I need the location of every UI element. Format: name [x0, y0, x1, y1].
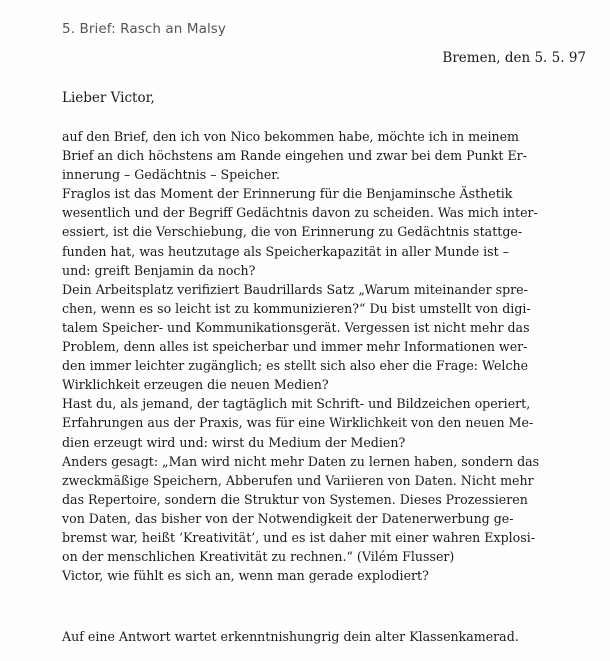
- body-line: funden hat, was heutzutage als Speicherkapazität in aller Munde ist –: [62, 243, 510, 259]
- body-line: on der menschlichen Kreativität zu rechnen.“ (Vilém Flusser): [62, 549, 455, 565]
- body-line: auf den Brief, den ich von Nico bekommen habe, möchte ich in meinem: [62, 129, 519, 144]
- body-line: den immer leichter zugänglich; es stellt sich also eher die Frage: Welche: [62, 358, 529, 374]
- place-date: Bremen, den 5. 5. 97: [442, 50, 586, 66]
- body-line: Hast du, als jemand, der tagtäglich mit Schrift- und Bildzeichen operiert,: [62, 396, 531, 412]
- body-line: Fraglos ist das Moment der Erinnerung für die Benjaminsche Ästhetik: [62, 186, 513, 202]
- body-line: Anders gesagt: „Man wird nicht mehr Daten zu lernen haben, sondern das: [62, 453, 540, 469]
- body-line: wesentlich und der Begriff Gedächtnis davon zu scheiden. Was mich inter-: [62, 205, 538, 221]
- closing-line: Auf eine Antwort wartet erkenntnishungrig dein alter Klassenkamerad.: [62, 629, 519, 644]
- body-line: Dein Arbeitsplatz verifiziert Baudrillards Satz „Warum miteinander spre-: [62, 281, 528, 297]
- body-line: innerung – Gedächtnis – Speicher.: [62, 167, 280, 183]
- body-line: chen, wenn es so leicht ist zu kommunizieren?“ Du bist umstellt von digi-: [62, 300, 531, 316]
- salutation: Lieber Victor,: [62, 90, 155, 106]
- body-line: das Repertoire, sondern die Struktur von Systemen. Dieses Prozessieren: [62, 491, 528, 507]
- body-line: Wirklichkeit erzeugen die neuen Medien?: [62, 377, 329, 393]
- body-line: dien erzeugt wird und: wirst du Medium der Medien?: [62, 434, 406, 450]
- body-line: Problem, denn alles ist speicherbar und immer mehr Informationen wer-: [62, 339, 528, 355]
- body-line: bremst war, heißt ‘Kreativität’, und es ist daher mit einer wahren Explosi-: [62, 529, 535, 545]
- chapter-heading: 5. Brief: Rasch an Malsy: [62, 21, 227, 37]
- body-line: zweckmäßige Speichern, Abberufen und Variieren von Daten. Nicht mehr: [62, 472, 534, 488]
- body-line: Victor, wie fühlt es sich an, wenn man gerade explodiert?: [62, 568, 429, 584]
- body-line: Brief an dich höchstens am Rande eingehen und zwar bei dem Punkt Er-: [62, 148, 527, 164]
- body-line: Erfahrungen aus der Praxis, was für eine Wirklichkeit von den neuen Me-: [62, 415, 534, 431]
- letter-body: [62, 127, 594, 585]
- body-line: talem Speicher- und Kommunikationsgerät. Vergessen ist nicht mehr das: [62, 319, 530, 335]
- body-line: und: greift Benjamin da noch?: [62, 262, 256, 278]
- body-line: essiert, ist die Verschiebung, die von Erinnerung zu Gedächtnis stattge-: [62, 224, 523, 240]
- body-line: von Daten, das bisher von der Notwendigkeit der Datenerwerbung ge-: [62, 510, 514, 526]
